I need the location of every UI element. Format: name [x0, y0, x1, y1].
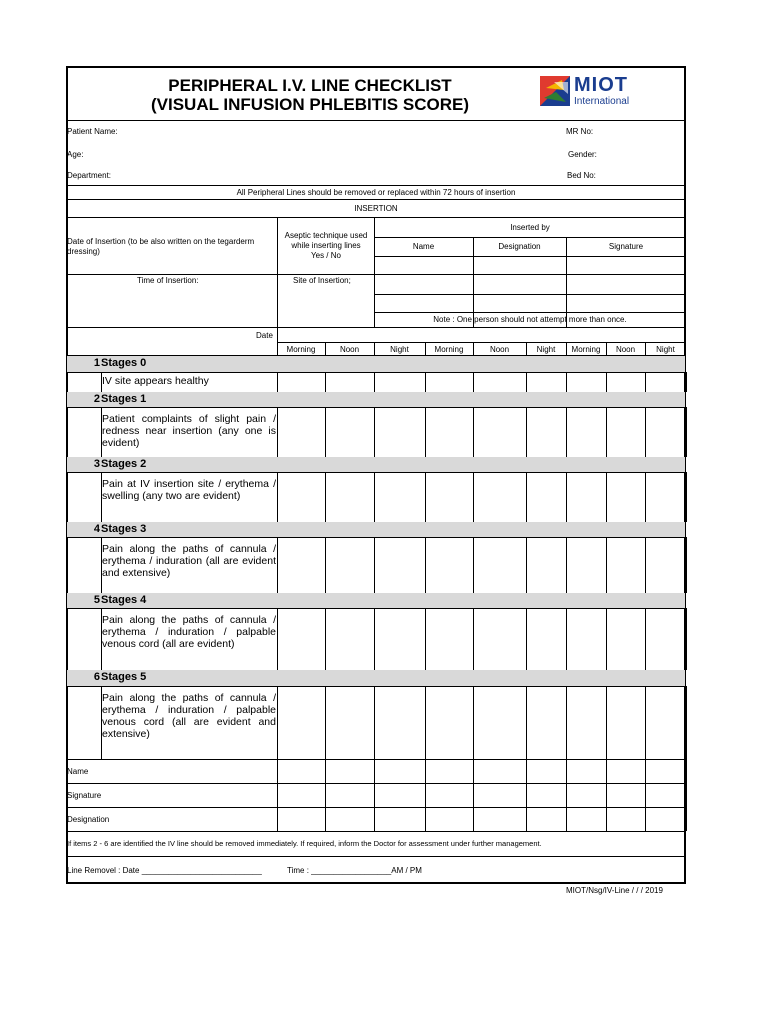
designation-row-label: Designation: [67, 815, 110, 824]
stage-description: Pain along the paths of cannula / erythema / induration (all are evident and extensive): [102, 543, 276, 579]
date-label: Date: [256, 331, 273, 340]
shift-label: Noon: [489, 345, 510, 354]
stage-number: 3: [93, 458, 100, 470]
logo-brand: MIOT: [574, 74, 628, 96]
stage-label: Stages 4: [101, 594, 147, 606]
stage-label: Stages 3: [101, 523, 147, 535]
logo-subtitle: International: [574, 96, 630, 107]
stage-band: [67, 392, 685, 407]
stage-number: 5: [93, 594, 100, 606]
stage-number: 6: [93, 671, 100, 683]
stage-band: [67, 670, 685, 686]
stage-label: Stages 0: [101, 357, 147, 369]
form-title: PERIPHERAL I.V. LINE CHECKLIST (VISUAL INFUSION PHLEBITIS SCORE): [151, 76, 469, 114]
aseptic-technique-label: Aseptic technique used while inserting lines Yes / No: [284, 231, 368, 260]
shift-label: Noon: [339, 345, 360, 354]
stage-label: Stages 1: [101, 393, 147, 405]
stage-label: Stages 2: [101, 458, 147, 470]
col-signature: Signature: [608, 242, 644, 251]
col-name: Name: [412, 242, 435, 251]
department-label: Department:: [67, 171, 112, 180]
insertion-note: Note : One person should not attempt more than once.: [433, 315, 627, 324]
inserted-by-label: Inserted by: [510, 223, 550, 232]
stage-band: [67, 457, 685, 472]
patient-name-label: Patient Name:: [67, 127, 118, 136]
age-label: Age:: [67, 150, 84, 159]
stage-number: 4: [93, 523, 100, 535]
date-of-insertion-label: Date of Insertion (to be also written on the tegarderm dressing): [67, 237, 255, 256]
stage-description: Pain along the paths of cannula / erythema / induration / palpable venous cord (all are evident): [102, 614, 276, 650]
gender-label: Gender:: [568, 150, 597, 159]
time-of-insertion-label: Time of Insertion:: [137, 276, 199, 285]
stage-band: [67, 356, 685, 372]
stage-description: IV site appears healthy: [102, 375, 209, 387]
stage-number: 1: [93, 357, 100, 369]
stage-description: Patient complaints of slight pain / redness near insertion (any one is evident): [102, 413, 276, 449]
shift-label: Morning: [286, 345, 316, 354]
shift-label: Night: [390, 345, 409, 354]
insertion-heading: INSERTION: [354, 204, 398, 213]
shift-label: Night: [656, 345, 675, 354]
bed-no-label: Bed No:: [567, 171, 596, 180]
document-code: MIOT/Nsg/IV-Line / / / 2019: [566, 886, 663, 895]
shift-label: Night: [536, 345, 556, 354]
removal-notice: All Peripheral Lines should be removed or replaced within 72 hours of insertion: [236, 188, 516, 197]
stage-label: Stages 5: [101, 671, 147, 683]
shift-label: Morning: [434, 345, 464, 354]
mr-no-label: MR No:: [566, 127, 594, 136]
line-removal-date: Line Removel : Date ___________________________: [67, 866, 262, 875]
shift-label: Noon: [615, 345, 636, 354]
stage-band: [67, 522, 685, 537]
stage-band: [67, 593, 685, 608]
col-designation: Designation: [498, 242, 541, 251]
removal-instruction: If items 2 - 6 are identified the IV line should be removed immediately. If required, inform the Doctor for assessment under further management.: [67, 839, 542, 848]
logo-mark-icon: [540, 76, 570, 106]
signature-row-label: Signature: [67, 791, 102, 800]
shift-label: Morning: [571, 345, 601, 354]
site-of-insertion-label: Site of Insertion;: [293, 276, 351, 285]
stage-number: 2: [93, 393, 100, 405]
miot-logo: [538, 74, 650, 110]
stage-description: Pain along the paths of cannula / erythema / induration / palpable venous cord (all are evident and extensive): [102, 692, 276, 740]
stage-description: Pain at IV insertion site / erythema / swelling (any two are evident): [102, 478, 276, 502]
name-row-label: Name: [67, 767, 89, 776]
line-removal-time: Time : __________________AM / PM: [287, 866, 422, 875]
